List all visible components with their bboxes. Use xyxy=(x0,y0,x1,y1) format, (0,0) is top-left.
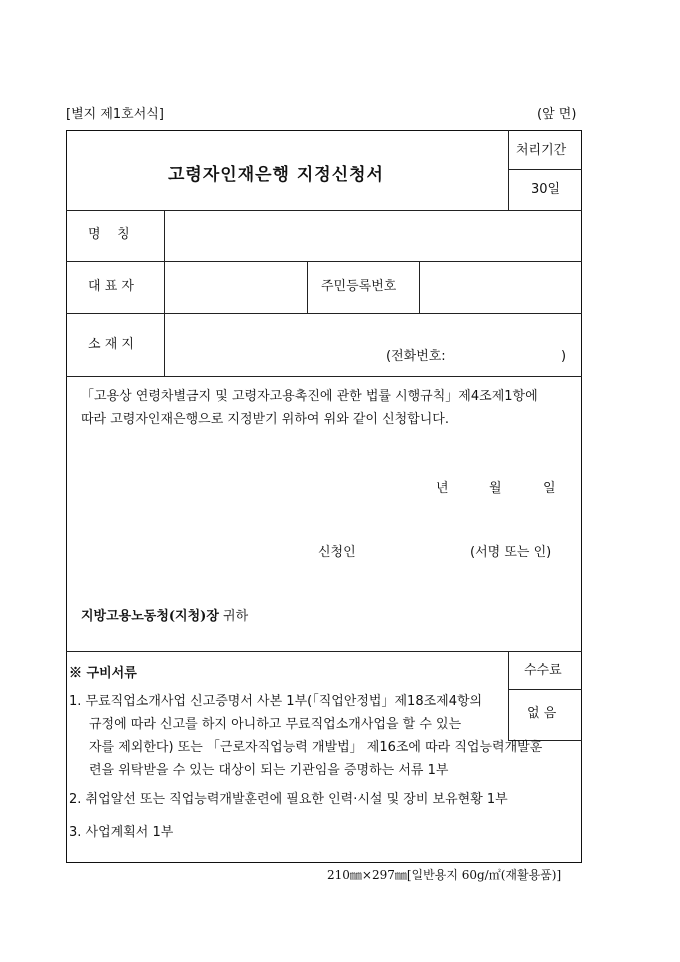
phone-label: (전화번호: xyxy=(386,349,446,364)
representative-field[interactable] xyxy=(166,263,305,311)
name-field[interactable] xyxy=(166,212,580,260)
date-month-label: 월 xyxy=(489,481,502,496)
statement-line-2: 따라 고령자인재은행으로 지정받기 위하여 위와 같이 신청합니다. xyxy=(81,412,449,427)
divider xyxy=(508,689,582,690)
form-number: [별지 제1호서식] xyxy=(66,107,164,122)
document-item-1-line-3: 자를 제외한다) 또는 「근로자직업능력 개발법」 제16조에 따라 직업능력개발훈 xyxy=(89,740,543,755)
applicant-field[interactable] xyxy=(366,541,456,563)
divider xyxy=(66,313,582,314)
location-label: 소 재 지 xyxy=(88,337,134,352)
location-field[interactable] xyxy=(166,315,580,345)
document-item-2: 2. 취업알선 또는 직업능력개발훈련에 필요한 인력·시설 및 장비 보유현황 1부 xyxy=(69,792,508,807)
required-documents-heading: ※ 구비서류 xyxy=(69,666,137,681)
form-title: 고령자인재은행 지정신청서 xyxy=(168,165,384,185)
resident-number-field[interactable] xyxy=(421,263,580,311)
paper-spec: 210㎜×297㎜[일반용지 60g/㎡(재활용품)] xyxy=(327,868,562,882)
date-day-label: 일 xyxy=(543,481,556,496)
resident-number-label: 주민등록번호 xyxy=(321,279,397,294)
signature-label: (서명 또는 인) xyxy=(470,545,552,560)
recipient-suffix: 귀하 xyxy=(218,609,249,624)
date-year-label: 년 xyxy=(436,481,449,496)
divider xyxy=(66,210,582,211)
divider xyxy=(508,130,509,210)
document-item-1-line-2: 규정에 따라 신고를 하지 아니하고 무료직업소개사업을 할 수 있는 xyxy=(89,717,462,732)
page-side-label: (앞 면) xyxy=(537,107,577,122)
divider xyxy=(164,210,165,376)
document-item-3: 3. 사업계획서 1부 xyxy=(69,825,174,840)
divider xyxy=(508,169,582,170)
divider xyxy=(419,261,420,313)
divider xyxy=(66,651,582,652)
document-item-1-line-4: 련을 위탁받을 수 있는 대상이 되는 기관임을 증명하는 서류 1부 xyxy=(89,763,449,778)
fee-label: 수수료 xyxy=(524,663,562,678)
representative-label: 대 표 자 xyxy=(88,279,134,294)
phone-field[interactable] xyxy=(460,347,558,367)
recipient-line xyxy=(81,609,248,625)
processing-period-value: 30일 xyxy=(531,182,561,197)
divider xyxy=(66,376,582,377)
divider xyxy=(508,651,509,740)
recipient-office: 지방고용노동청(지청)장 xyxy=(81,609,219,624)
name-label: 명 칭 xyxy=(88,227,130,242)
processing-period-label: 처리기간 xyxy=(516,143,567,158)
applicant-label: 신청인 xyxy=(318,545,356,560)
statement-line-1: 「고용상 연령차별금지 및 고령자고용촉진에 관한 법률 시행규칙」제4조제1항에 xyxy=(81,389,538,404)
divider xyxy=(66,261,582,262)
fee-value: 없 음 xyxy=(527,706,557,721)
phone-close-paren: ) xyxy=(561,349,567,364)
divider xyxy=(307,261,308,313)
document-item-1-line-1: 1. 무료직업소개사업 신고증명서 사본 1부(「직업안정법」제18조제4항의 xyxy=(69,694,483,709)
